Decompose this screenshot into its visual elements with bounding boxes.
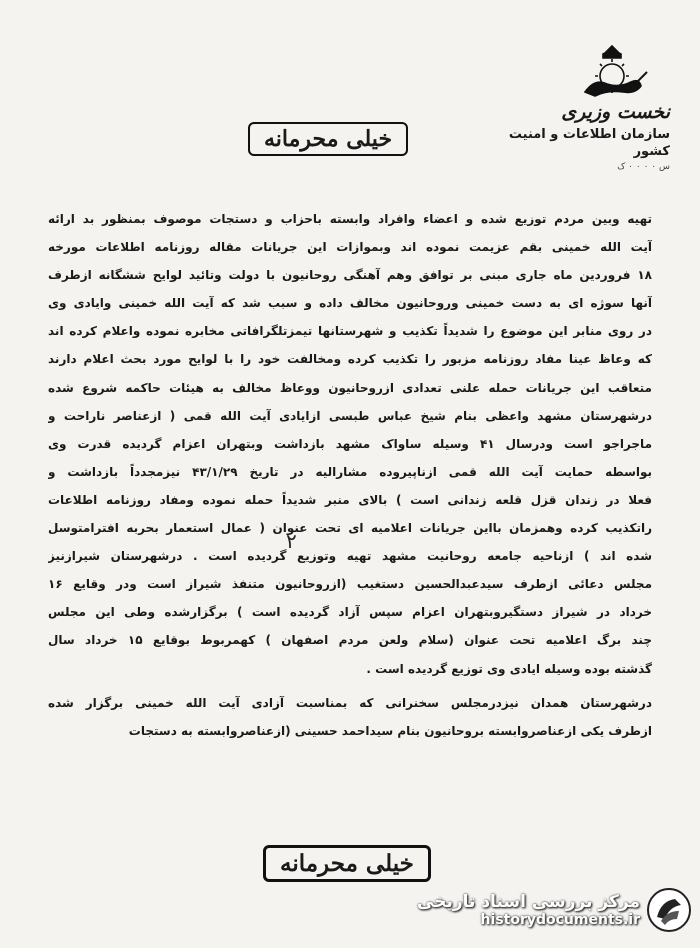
body-line: در روی منابر این موضوع را شدیداً تکذیب و شهرستانها تیمزتلگرافاتی مخابره نموده واعلام کرده اند [48,324,652,339]
watermark-title: مرکز بررسی اسناد تاریخی [417,892,640,912]
classification-stamp-bottom: خیلی محرمانه [263,845,431,882]
body-line: مجلس دعائی ازطرف سیدعبدالحسین دستغیب (ازروحانیون متنفذ شیراز است ودر وقایع ۱۶ [48,577,652,592]
body-line: آیت الله خمینی بقم عزیمت نموده اند وبموازات این جریانات مقاله روزنامه اطلاعات مورخه [48,240,652,255]
body-line: ۱۸ فروردین ماه جاری مبنی بر توافق وهم آهنگی روحانیون با دولت وتائید لوایح ششگانه ازطرف [48,268,652,283]
body-line: چند برگ اعلامیه تحت عنوان (سلام ولعن مردم اصفهان ) کهمربوط بوقایع ۱۵ خرداد سال [48,633,652,648]
classification-stamp-top: خیلی محرمانه [248,122,408,156]
body-line: تهیه وبین مردم توزیع شده و اعضاء وافراد وابسته باحزاب و دستجات موصوف بمنظور بد ارائه [48,212,652,226]
org-subtitle: سازمان اطلاعات و امنیت کشور [508,126,670,160]
body-line: فعلا در زندان قزل قلعه زندانی است ) بالای منبر شدیداً حمله نموده ومفاد روزنامه اطلاعات [48,492,652,507]
body-line: خرداد در شیراز دستگیروبتهران اعزام سپس آزاد گردیده است ) برگزارشده وطی این مجلس [48,605,652,620]
handwritten-margin-mark [283,528,303,554]
watermark-text [417,892,640,928]
body-line: گذشته بوده وسیله ایادی وی توزیع گردیده است . [366,661,652,676]
body-line: شده اند ) ازناحیه جامعه روحانیت مشهد تهیه وتوزیع گردیده است . درشهرستان شیرازنیز [48,549,652,564]
archive-logo-icon [646,887,692,933]
body-line: راتکذیب کرده وهمزمان بااین جریانات اعلامیه ای تحت عنوان ( عمال استعمار بحربه افترامتوسل [48,521,652,536]
body-line: ماجراجو است ودرسال ۴۱ وسیله ساواک مشهد بازداشت وبتهران اعزام گردیده قدرت وی [48,436,652,451]
body-line: ازطرف یکی ازعناصروابسته بروحانیون بنام سیداحمد حسینی (ازعناصروابسته به دستجات [128,723,652,738]
watermark-url: historydocuments.ir [480,912,640,928]
reference-line: س ۰ ۰ ۰ ۰ ک [617,161,670,172]
organization-header [480,100,670,173]
body-line: بواسطه حمایت آیت الله قمی ازناپیروده مشارالیه در تاریخ ۴۳/۱/۲۹ نیزمجدداً بازداشت و [48,464,652,479]
body-line: متعاقب این جریانات حمله علنی تعدادی ازروحانیون ووعاظ مخالف به هیئات حاکمه شروع شده [48,380,652,395]
body-line: درشهرستان مشهد واعظی بنام شیخ عباس طبسی ازایادی آیت الله قمی ( ازعناصر ناراحت و [48,408,652,423]
org-title: نخست وزیری [561,101,670,123]
document-body [48,205,652,745]
body-line: آنها سوژه ای به دست خمینی وروحانیون مخالف داده و سبب شد که آیت الله خمینی وایادی وی [48,296,652,311]
watermark-logo [396,880,692,940]
body-line: درشهرستان همدان نیزدرمجلس سخنرانی که بمناسبت آزادی آیت الله خمینی برگزار شده [48,695,652,710]
body-line: که وعاظ عینا مفاد روزنامه مزبور را تکذیب کرده ومخالفت خود را با لوایح مورد بحث اعلام دارند [48,352,652,367]
lion-and-sun-emblem-icon [565,42,660,102]
svg-text:۲: ۲ [286,529,297,553]
